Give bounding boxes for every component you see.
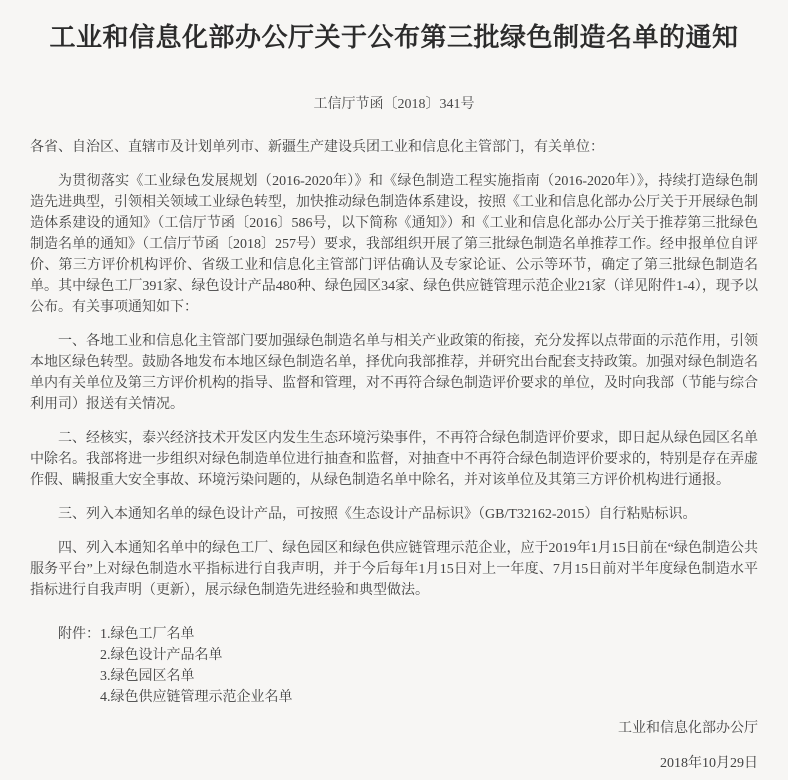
body-paragraph-item-1: 一、各地工业和信息化主管部门要加强绿色制造名单与相关产业政策的衔接，充分发挥以点带面的示范作用，引领本地区绿色转型。鼓励各地发布本地区绿色制造名单，择优向我部推荐，并研究出台配套支持政策。加强对绿色制造名单内有关单位及第三方评价机构的指导、监督和管理，对不再符合绿色制造评价要求的单位，及时向我部（节能与综合利用司）报送有关情况。 bbox=[30, 334, 758, 412]
body-paragraph-intro: 为贯彻落实《工业绿色发展规划（2016-2020年）》和《绿色制造工程实施指南（2016-2020年）》，持续打造绿色制造先进典型，引领相关领域工业绿色转型，加快推动绿色制造体系建设，按照《工业和信息化部办公厅关于开展绿色制造体系建设的通知》（工信厅节函〔2016〕586号，以下简称《通知》）和《工业和信息化部办公厅关于推荐第三批绿色制造名单的通知》（工信厅节函〔2018〕257号）要求，我部组织开展了第三批绿色制造名单推荐工作。经申报单位自评价、第三方评价机构评价、省级工业和信息化主管部门评估确认及专家论证、公示等环节，确定了第三批绿色制造名单。其中绿色工厂391家、绿色设计产品480种、绿色园区34家、绿色供应链管理示范企业21家（详见附件1-4），现予以公布。有关事项通知如下： bbox=[30, 174, 758, 315]
body-paragraph-item-4: 四、列入本通知名单中的绿色工厂、绿色园区和绿色供应链管理示范企业，应于2019年1月15日前在“绿色制造公共服务平台”上对绿色制造水平指标进行自我声明，并于今后每年1月15日对上一年度、7月15日前对半年度绿色制造水平指标进行自我声明（更新），展示绿色制造先进经验和典型做法。 bbox=[30, 541, 758, 598]
attachment-item: 2.绿色设计产品名单 bbox=[100, 648, 223, 663]
body-paragraph-item-3: 三、列入本通知名单的绿色设计产品，可按照《生态设计产品标识》（GB/T32162-2015）自行粘贴标识。 bbox=[58, 507, 697, 522]
document-title: 工业和信息化部办公厅关于公布第三批绿色制造名单的通知 bbox=[49, 22, 739, 52]
attachment-items bbox=[100, 624, 293, 708]
body-paragraph-item-2: 二、经核实，泰兴经济技术开发区内发生生态环境污染事件，不再符合绿色制造评价要求，即日起从绿色园区名单中除名。我部将进一步组织对绿色制造单位进行抽查和监督，对抽查中不再符合绿色制造评价要求的，特别是存在弄虚作假、瞒报重大安全事故、环境污染问题的，从绿色制造名单中除名，并对该单位及其第三方评价机构进行通报。 bbox=[30, 431, 758, 488]
document-number: 工信厅节函〔2018〕341号 bbox=[313, 97, 475, 112]
attachment-label: 附件： bbox=[58, 627, 100, 642]
issue-date: 2018年10月29日 bbox=[660, 756, 758, 771]
attachment-list bbox=[30, 624, 758, 708]
attachment-item: 3.绿色园区名单 bbox=[100, 669, 195, 684]
issuer-name: 工业和信息化部办公厅 bbox=[618, 721, 758, 736]
attachment-item: 1.绿色工厂名单 bbox=[100, 627, 195, 642]
attachment-item: 4.绿色供应链管理示范企业名单 bbox=[100, 690, 293, 705]
salutation-line: 各省、自治区、直辖市及计划单列市、新疆生产建设兵团工业和信息化主管部门，有关单位： bbox=[30, 140, 604, 155]
